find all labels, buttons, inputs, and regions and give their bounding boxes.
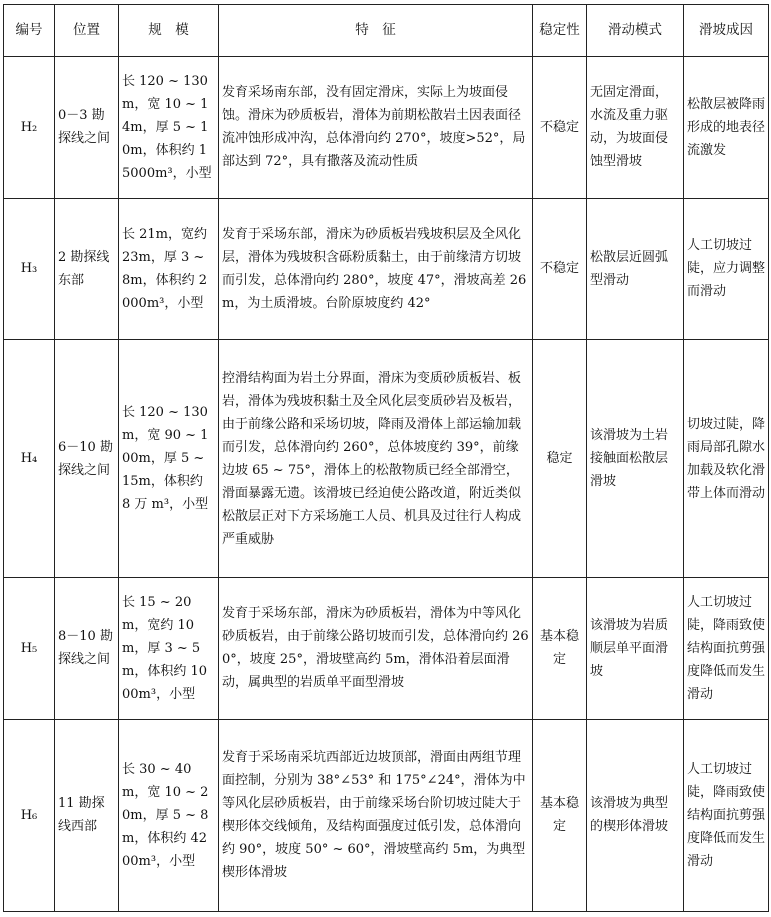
cell-stability: 基本稳定	[533, 578, 587, 720]
header-mode: 滑动模式	[587, 5, 684, 57]
cell-location: 2 勘探线东部	[55, 198, 119, 340]
header-id: 编号	[4, 5, 55, 57]
cell-mode: 该滑坡为岩质顺层单平面滑坡	[587, 578, 684, 720]
cell-feature: 发育于采场南采坑西部近边坡顶部，滑面由两组节理面控制，分别为 38°∠53° 和 175°∠24°，滑体为中等风化层砂质板岩，由于前缘采场台阶切坡过陡大于楔形体交线倾角，及结构面强度过低引发，总体滑向约 90°，坡度 50° ~ 60°，滑坡壁高约 5m，为典型楔形体滑坡	[219, 719, 533, 911]
cell-feature: 发育于采场东部，滑床为砂质板岩，滑体为中等风化砂质板岩，由于前缘公路切坡而引发，总体滑向约 260°，坡度 25°，滑坡壁高约 5m，滑体沿着层面滑动，属典型的岩质单平面型滑坡	[219, 578, 533, 720]
header-location: 位置	[55, 5, 119, 57]
header-row	[4, 5, 769, 57]
cell-cause: 松散层被降雨形成的地表径流激发	[684, 57, 769, 199]
cell-location: 6－10 勘探线之间	[55, 340, 119, 578]
cell-scale: 长 30 ~ 40m，宽 10 ~ 20m，厚 5 ~ 8m，体积约 4200m³，小型	[119, 719, 219, 911]
header-scale: 规 模	[119, 5, 219, 57]
cell-mode: 该滑坡为土岩接触面松散层滑坡	[587, 340, 684, 578]
cell-cause: 人工切坡过陡，应力调整而滑动	[684, 198, 769, 340]
landslide-table-container	[3, 4, 768, 912]
landslide-table	[3, 4, 769, 912]
header-feature: 特 征	[219, 5, 533, 57]
table-row	[4, 719, 769, 911]
table-row	[4, 578, 769, 720]
cell-stability: 稳定	[533, 340, 587, 578]
cell-mode: 该滑坡为典型的楔形体滑坡	[587, 719, 684, 911]
table-row	[4, 198, 769, 340]
cell-id: H₄	[4, 340, 55, 578]
cell-stability: 基本稳定	[533, 719, 587, 911]
cell-id: H₂	[4, 57, 55, 199]
cell-feature: 控滑结构面为岩土分界面，滑床为变质砂质板岩、板岩，滑体为残坡积黏土及全风化层变质砂岩及板岩，由于前缘公路和采场切坡，降雨及滑体上部运输加载而引发，总体滑向约 260°，总体坡度约 39°，前缘边坡 65 ~ 75°，滑体上的松散物质已经全部滑空，滑面暴露无遗。该滑坡已经迫使公路改道，附近类似松散层正对下方采场施工人员、机具及过往行人构成严重威胁	[219, 340, 533, 578]
cell-mode: 松散层近圆弧型滑动	[587, 198, 684, 340]
cell-id: H₃	[4, 198, 55, 340]
cell-scale: 长 15 ~ 20m，宽约 10m，厚 3 ~ 5m，体积约 1000m³，小型	[119, 578, 219, 720]
cell-cause: 切坡过陡，降雨局部孔隙水加载及软化滑带上体而滑动	[684, 340, 769, 578]
cell-feature: 发育于采场东部，滑床为砂质板岩残坡积层及全风化层，滑体为残坡积含砾粉质黏土，由于前缘清方切坡而引发，总体滑向约 280°，坡度 47°，滑坡高差 26m，为土质滑坡。台阶原坡度约 42°	[219, 198, 533, 340]
cell-scale: 长 120 ~ 130m，宽 90 ~ 100m，厚 5 ~ 15m，体积约 8 万 m³，小型	[119, 340, 219, 578]
cell-cause: 人工切坡过陡，降雨致使结构面抗剪强度降低而发生滑动	[684, 578, 769, 720]
cell-mode: 无固定滑面，水流及重力驱动，为坡面侵蚀型滑坡	[587, 57, 684, 199]
cell-stability: 不稳定	[533, 198, 587, 340]
cell-cause: 人工切坡过陡，降雨致使结构面抗剪强度降低而发生滑动	[684, 719, 769, 911]
table-row	[4, 340, 769, 578]
cell-scale: 长 120 ~ 130m，宽 10 ~ 14m，厚 5 ~ 10m，体积约 15000m³，小型	[119, 57, 219, 199]
table-row	[4, 57, 769, 199]
cell-id: H₅	[4, 578, 55, 720]
cell-location: 8－10 勘探线之间	[55, 578, 119, 720]
cell-id: H₆	[4, 719, 55, 911]
cell-location: 0－3 勘探线之间	[55, 57, 119, 199]
cell-scale: 长 21m，宽约 23m，厚 3 ~ 8m，体积约 2000m³，小型	[119, 198, 219, 340]
cell-location: 11 勘探线西部	[55, 719, 119, 911]
header-stability: 稳定性	[533, 5, 587, 57]
header-cause: 滑坡成因	[684, 5, 769, 57]
cell-stability: 不稳定	[533, 57, 587, 199]
cell-feature: 发育采场南东部，没有固定滑床，实际上为坡面侵蚀。滑床为砂质板岩，滑体为前期松散岩土因表面径流冲蚀形成冲沟，总体滑向约 270°，坡度>52°，局部达到 72°，具有撒落及流动性质	[219, 57, 533, 199]
